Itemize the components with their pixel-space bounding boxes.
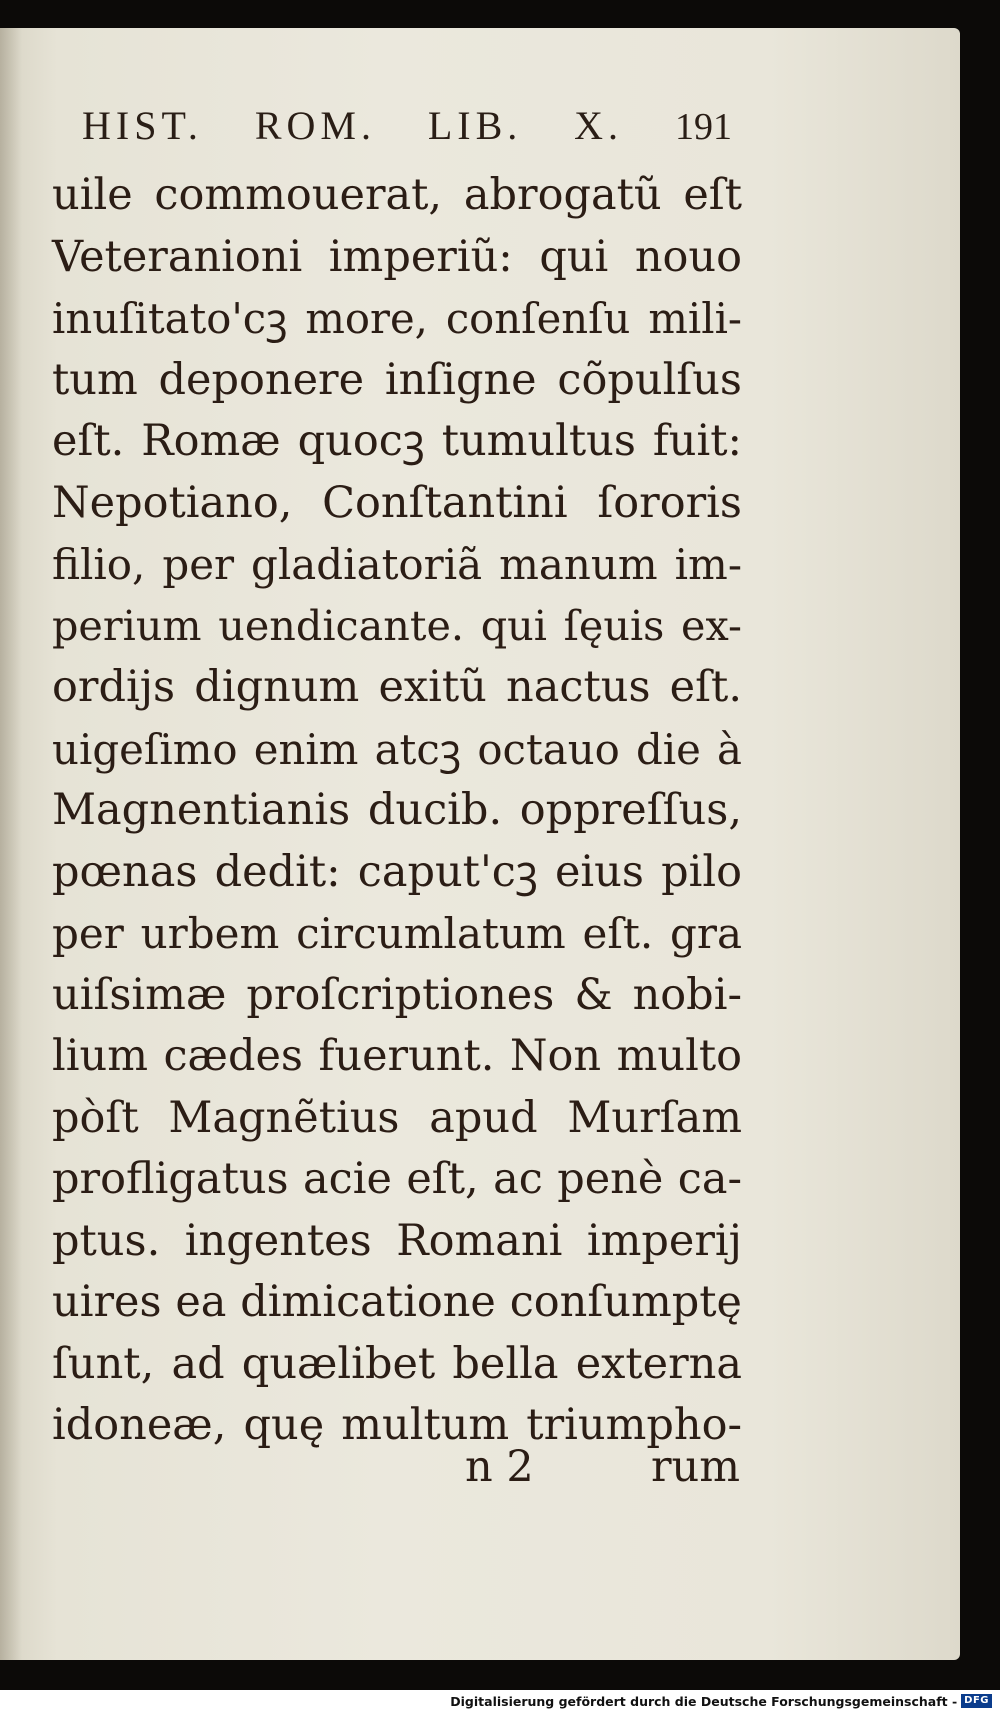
- text-line: perium uendicante. qui ſęuis ex-: [52, 601, 742, 650]
- dfg-logo: DFG: [961, 1694, 992, 1708]
- digitization-footer: [0, 1690, 1000, 1712]
- text-line: uiſsimæ proſcriptiones & nobi-: [52, 969, 742, 1020]
- running-head-part: ROM.: [254, 103, 376, 148]
- text-line: pòſt Magnẽtius apud Murſam: [52, 1092, 742, 1143]
- signature-line: [465, 1442, 740, 1492]
- text-line: pœnas dedit: caput'cꝫ eius pilo: [52, 846, 742, 897]
- text-line: ſunt, ad quælibet bella externa: [52, 1338, 742, 1389]
- text-line: ptus. ingentes Romani imperij: [52, 1215, 742, 1266]
- text-line: inuſitato'cꝫ more, conſenſu mili-: [52, 294, 742, 343]
- text-line: uires ea dimicatione conſumptę: [52, 1277, 742, 1327]
- gutter-shadow: [0, 28, 22, 1660]
- text-line: eſt. Romæ quocꝫ tumultus fuit:: [52, 416, 742, 466]
- text-line: Nepotiano, Conſtantini ſororis: [52, 477, 742, 528]
- footer-credit: Digitalisierung gefördert durch die Deutsche Forschungsgemeinschaft -: [450, 1693, 958, 1709]
- body-text: [52, 165, 742, 1457]
- text-line: Magnentianis ducib. oppreſſus,: [52, 785, 742, 835]
- text-line: Veteranioni imperiũ: qui nouo: [52, 231, 742, 282]
- text-line: lium cædes fuerunt. Non multo: [52, 1031, 742, 1081]
- text-line: idoneæ, quę multum triumpho-: [52, 1400, 742, 1450]
- text-line: uile commouerat, abrogatũ eſt: [52, 170, 742, 220]
- running-head-part: HIST.: [82, 103, 203, 148]
- text-line: filio, per gladiatoriã manum im-: [52, 540, 742, 589]
- running-head-part: LIB.: [427, 103, 523, 148]
- signature-mark: n 2: [465, 1442, 534, 1492]
- running-head-part: X.: [574, 103, 624, 148]
- running-head: [82, 102, 732, 149]
- text-line: tum deponere inſigne cõpulſus: [52, 354, 742, 405]
- catchword: rum: [650, 1442, 740, 1492]
- page-number: 191: [674, 106, 732, 148]
- text-line: uigeſimo enim atcꝫ octauo die à: [52, 724, 742, 774]
- text-line: ordijs dignum exitũ nactus eſt.: [52, 662, 742, 712]
- text-line: per urbem circumlatum eſt. gra: [52, 909, 742, 958]
- text-line: profligatus acie eſt, ac penè ca-: [52, 1154, 742, 1204]
